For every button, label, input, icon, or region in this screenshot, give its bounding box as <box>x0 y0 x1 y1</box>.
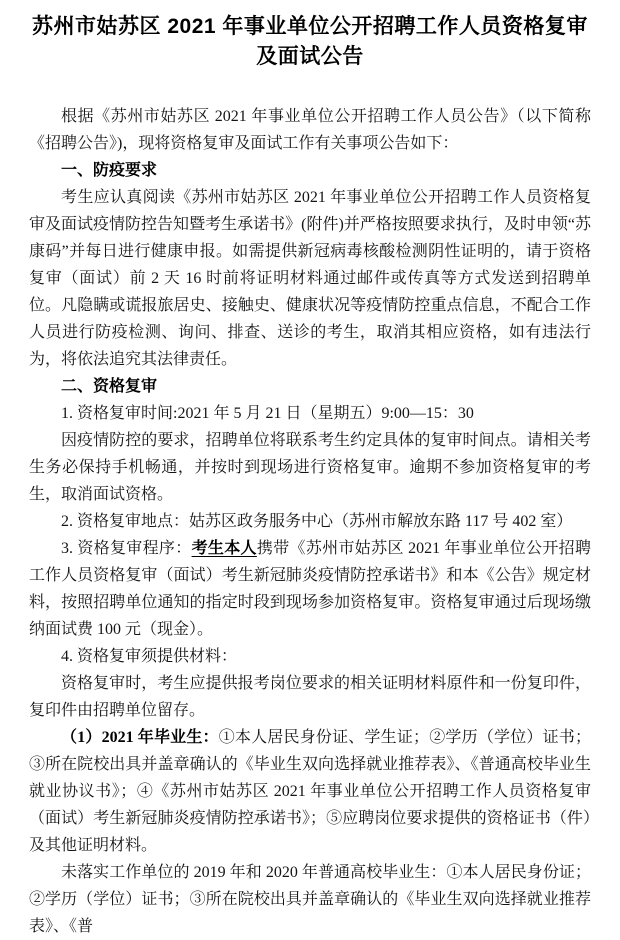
paragraph <box>29 103 591 157</box>
paragraph <box>29 724 591 859</box>
text-run: 一、防疫要求 <box>61 161 158 179</box>
section-heading <box>29 157 591 184</box>
text-run: 考生本人 <box>191 539 257 557</box>
paragraph <box>29 184 591 373</box>
paragraph <box>29 508 591 535</box>
document-body <box>29 103 591 940</box>
text-run: 未落实工作单位的 2019 年和 2020 年普通高校毕业生：①本人居民身份证；②学历（学位）证书；③所在院校出具并盖章确认的《毕业生双向选择就业推荐表》、《普 <box>29 863 591 935</box>
text-run: 2. 资格复审地点：姑苏区政务服务中心（苏州市解放东路 117 号 402 室） <box>61 512 573 530</box>
text-run: 1. 资格复审时间:2021 年 5 月 21 日（星期五）9:00—15：30 <box>61 404 474 422</box>
document-title: 苏州市姑苏区 2021 年事业单位公开招聘工作人员资格复审及面试公告 <box>32 15 588 69</box>
text-run: ①本人居民身份证、学生证；②学历（学位）证书；③所在院校出具并盖章确认的《毕业生双向选择就业推荐表》、《普通高校毕业生就业协议书》；④《苏州市姑苏区 2021 年事业单位公开招聘工作人员资格复审（面试）考生新冠肺炎疫情防控承诺书》；⑤应聘岗位要求提供的资格证书（件）及其他证明材料。 <box>29 728 591 854</box>
paragraph <box>29 670 591 724</box>
text-run: 因疫情防控的要求，招聘单位将联系考生约定具体的复审时间点。请相关考生务必保持手机畅通，并按时到现场进行资格复审。逾期不参加资格复审的考生，取消面试资格。 <box>29 431 591 503</box>
paragraph <box>29 643 591 670</box>
text-run: 3. 资格复审程序： <box>61 539 192 557</box>
paragraph <box>29 859 591 940</box>
paragraph <box>29 427 591 508</box>
text-run: 根据《苏州市姑苏区 2021 年事业单位公开招聘工作人员公告》（以下简称《招聘公告》)，现将资格复审及面试工作有关事项公告如下： <box>29 107 591 152</box>
text-run: 资格复审时，考生应提供报考岗位要求的相关证明材料原件和一份复印件，复印件由招聘单位留存。 <box>29 674 591 719</box>
text-run: 考生应认真阅读《苏州市姑苏区 2021 年事业单位公开招聘工作人员资格复审及面试疫情防控告知暨考生承诺书》(附件)并严格按照要求执行，及时申领“苏康码”并每日进行健康申报。如需提供新冠病毒核酸检测阴性证明的，请于资格复审（面试）前 2 天 16 时前将证明材料通过邮件或传真等方式发送到招聘单位。凡隐瞒或谎报旅居史、接触史、健康状况等疫情防控重点信息，不配合工作人员进行防疫检测、询问、排查、送诊的考生，取消其相应资格，如有违法行为，将依法追究其法律责任。 <box>29 188 591 368</box>
paragraph <box>29 535 591 643</box>
text-run: 二、资格复审 <box>61 377 158 395</box>
text-run: （1）2021 年毕业生： <box>61 728 219 746</box>
section-heading <box>29 373 591 400</box>
text-run: 4. 资格复审须提供材料： <box>61 647 238 665</box>
text-run: 携带《苏州市姑苏区 2021 年事业单位公开招聘工作人员资格复审（面试）考生新冠肺炎疫情防控承诺书》和本《公告》规定材料，按照招聘单位通知的指定时段到现场参加资格复审。资格复审通过后现场缴纳面试费 100 元（现金）。 <box>29 539 591 638</box>
paragraph <box>29 400 591 427</box>
